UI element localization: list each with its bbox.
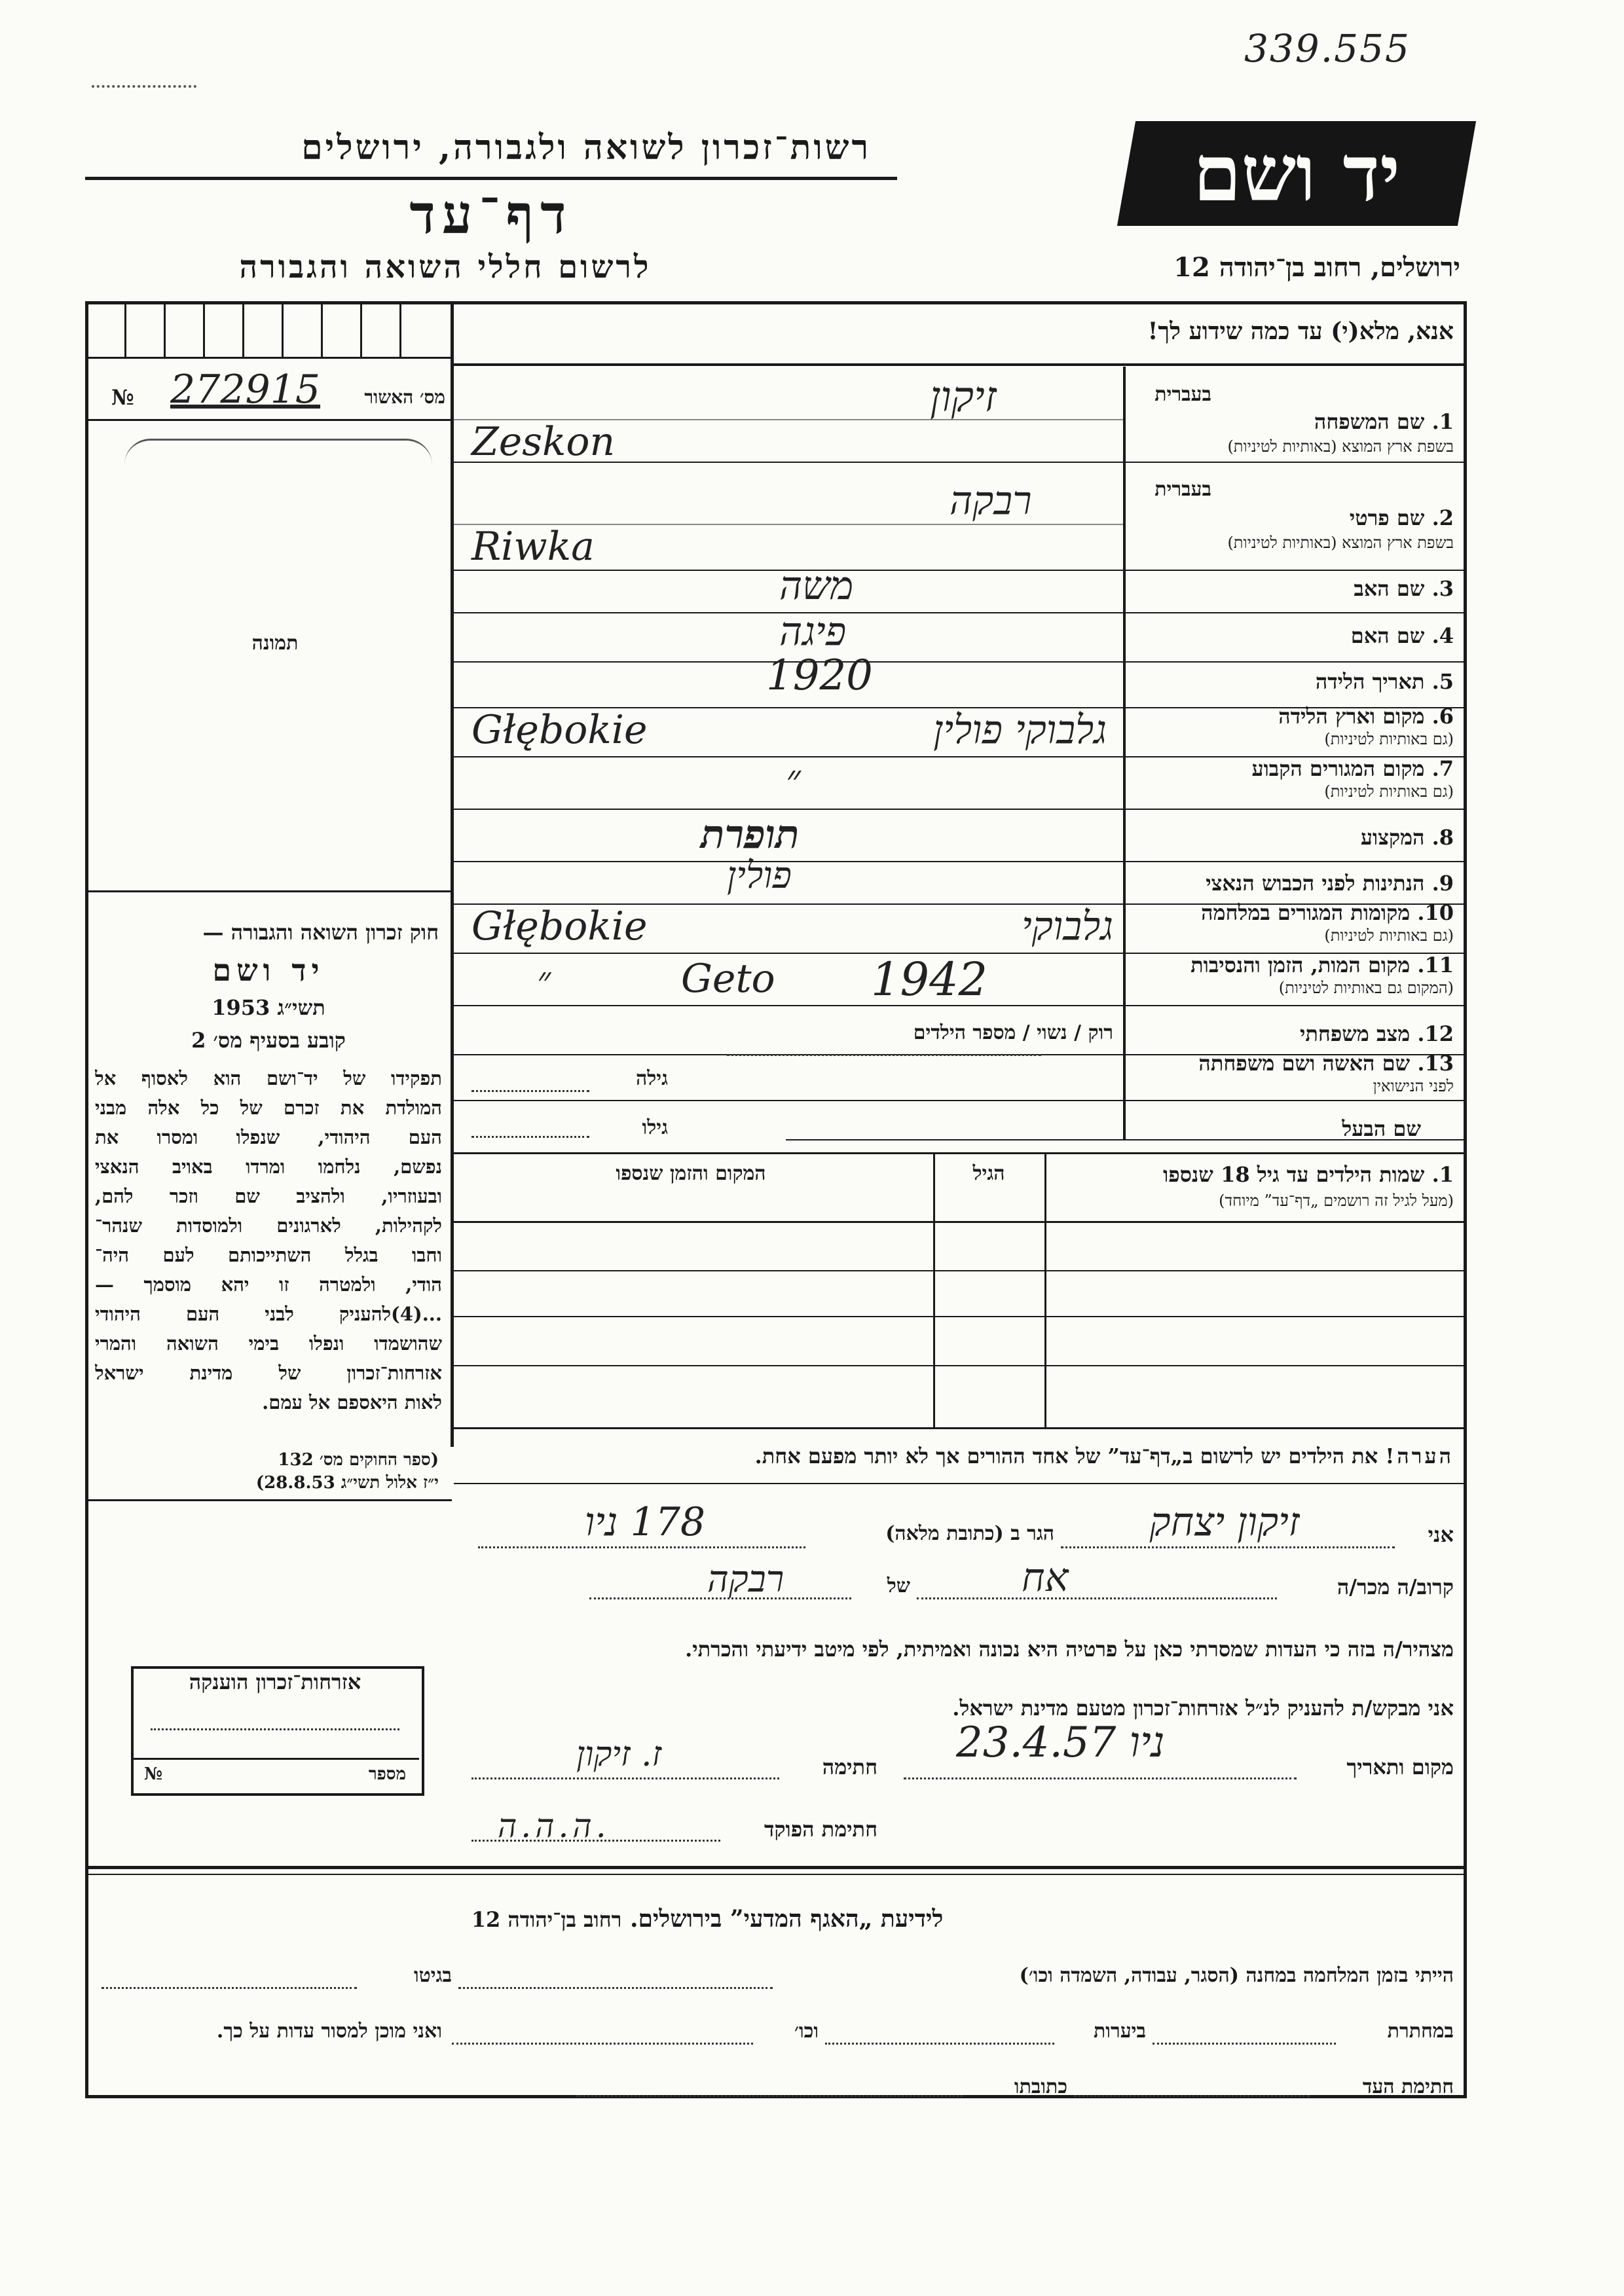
bottom-address: רחוב בן־יהודה 12 <box>471 1907 622 1932</box>
law-text-line: נפשם, נלחמו ומרדו באויב הנאצי <box>95 1156 442 1178</box>
bottom-line3-b: כתובתו <box>1014 2075 1067 2098</box>
witness-signature: ז. זיקון <box>576 1735 662 1774</box>
field-9-label: 9. הנתינות לפני הכבוש הנאצי <box>1206 871 1454 896</box>
field-10-label: 10. מקומות המגורים במלחמה <box>1201 900 1454 925</box>
law-text-line: המולדת את זכרם של כל אלה מבני <box>95 1097 442 1119</box>
relative-label: קרוב/ה מכר/ה <box>1337 1575 1454 1599</box>
death-place: ״ <box>537 959 551 1002</box>
note-line <box>458 1444 1454 1468</box>
form-subtitle: לרשום חללי השואה והגבורה <box>239 249 652 285</box>
bottom-divider-2 <box>88 1874 1464 1875</box>
death-year: 1942 <box>871 953 988 1006</box>
surname-latin: Zeskon <box>471 419 616 465</box>
of-name: רבקה <box>707 1558 784 1601</box>
field-10-sub: (גם באותיות לטיניות) <box>1324 926 1454 945</box>
field-5-label: 5. תאריך הלידה <box>1315 669 1454 694</box>
field-3-label: 3. שם האב <box>1354 576 1454 601</box>
law-text-line: העם היהודי, שנפלו ומסרו את <box>95 1126 442 1148</box>
children-names-sub: (מעל לגיל זה רושמים „דף־עד” מיוחד) <box>1219 1192 1454 1210</box>
place-date: 23.4.57 ניו <box>956 1719 1165 1767</box>
shel-label: של <box>887 1575 910 1597</box>
field-13-label: 13. שם האשה ושם משפחתה <box>1198 1051 1454 1076</box>
children-age-header: הגיל <box>972 1162 1005 1185</box>
law-text <box>95 1064 442 1417</box>
official-signature-label: חתימת הפוקד <box>764 1817 877 1842</box>
field-13-sub: לפני הנישואין <box>1373 1077 1454 1095</box>
approval-no-symbol: № <box>111 385 134 410</box>
law-text-line: הודי, ולמטרה זו יהא מוסמך — <box>95 1273 442 1296</box>
signature-label: חתימה <box>822 1755 877 1779</box>
law-year: 1953 <box>212 995 270 1020</box>
husband-age-label: גילו <box>642 1116 668 1139</box>
law-text-line: לקהילות, לארגונים ולמוסדות שנהר־ <box>95 1214 442 1237</box>
field-8-label: 8. המקצוע <box>1360 825 1454 850</box>
field-2-sub: בשפת ארץ המוצא (באותיות לטיניות) <box>1227 534 1454 552</box>
first-name-latin: Riwka <box>471 524 595 570</box>
bottom-line1-a: הייתי בזמן המלחמה במחנה (הסגר, עבודה, השמדה וכו׳) <box>1019 1964 1454 1987</box>
heb-label-1: בעברית <box>1154 383 1211 406</box>
heb-label-2: בעברית <box>1154 478 1211 501</box>
form-title: דף־עד <box>409 183 573 246</box>
approval-label: מס׳ האשור <box>364 386 445 408</box>
law-text-line: ...(4)להעניק לבני העם היהודי <box>95 1303 442 1325</box>
children-col-1 <box>1044 1152 1046 1427</box>
field-7-sub: (גם באותיות לטיניות) <box>1324 782 1454 801</box>
law-year-heb: תשי״ג <box>277 995 325 1020</box>
law-source-1: (ספר החוקים מס׳ 132 <box>278 1450 439 1470</box>
instruction-rule <box>452 363 1464 366</box>
death-circumstance: Geto <box>681 956 775 1002</box>
law-source-2: י״ז אלול תשי״ג 28.8.53) <box>255 1473 439 1493</box>
witness-name: זיקון יצחק <box>1149 1499 1300 1545</box>
law-text-line: לאות היאספם אל עמם. <box>262 1391 442 1413</box>
bottom-line2-c: וכו׳ <box>794 2020 819 2043</box>
instruction-text: אנא, מלא(י) עד כמה שידוע לך! <box>1147 318 1454 345</box>
law-text-line: ובעוזריו, ולהציב שם וזכר להם, <box>95 1185 442 1207</box>
note-label: הערה! <box>1385 1444 1454 1468</box>
field-1-label: 1. שם המשפחה <box>1314 409 1454 434</box>
bottom-title: לידיעת „האגף המדעי” בירושלים. <box>629 1905 944 1933</box>
mother-name: פיגה <box>779 609 847 655</box>
law-year-line <box>98 995 439 1020</box>
witness-address: 178 ניו <box>584 1499 706 1545</box>
field-12-label: 12. מצב משפחתי <box>1300 1021 1454 1046</box>
citizenship-before: פולין <box>727 854 792 897</box>
request: אני מבקש/ת להעניק לנ״ל אזרחות־זכרון מטעם מדינת ישראל. <box>952 1696 1454 1721</box>
surname-hebrew: זיקון <box>930 373 997 422</box>
declaration: מצהיר/ה בזה כי העדות שמסרתי כאן על פרטיה היא נכונה ואמיתית, לפי מיטב ידיעתי והכרתי. <box>685 1637 1454 1662</box>
top-scribble <box>92 85 196 94</box>
field-6-sub: (גם באותיות לטיניות) <box>1324 730 1454 748</box>
field-1-sub: בשפת ארץ המוצא (באותיות לטיניות) <box>1227 437 1454 456</box>
law-text-line: אזרחות־זכרון של מדינת ישראל <box>95 1362 442 1384</box>
birth-date: 1920 <box>766 651 873 700</box>
wartime-residence-hebrew: גלבוקי <box>1022 903 1113 949</box>
law-heading: חוק זכרון השואה והגבורה — <box>202 920 439 945</box>
father-name: משה <box>779 563 854 609</box>
logo-text: יד ושם <box>1192 128 1401 219</box>
note-text: את הילדים יש לרשום ב„דף־עד” של אחד ההורים אך לא יותר מפעם אחת. <box>754 1444 1378 1468</box>
authority-name: רשות־זכרון לשואה ולגבורה, ירושלים <box>301 128 871 168</box>
bottom-line3-a: חתימת העד <box>1362 2075 1454 2098</box>
archive-number: 339.555 <box>1244 26 1411 71</box>
witness-ani: אני <box>1428 1522 1454 1547</box>
field-7-label: 7. מקום המגורים הקבוע <box>1251 756 1454 781</box>
citizenship-title: אזרחות־זכרון הוענקה <box>189 1669 361 1694</box>
law-text-line: שהושמדו ונפלו בימי השואה והמרי <box>95 1332 442 1355</box>
residence: ״ <box>786 756 801 802</box>
marital-options: רוק / נשוי / מספר הילדים <box>913 1021 1113 1044</box>
yad-vashem-logo <box>1117 121 1476 226</box>
tick-strip-bottom <box>88 357 452 359</box>
bottom-line2-b: ביערות <box>1093 2020 1146 2043</box>
bottom-line2-a: במחתרת <box>1387 2020 1454 2043</box>
bottom-divider-1 <box>88 1866 1464 1869</box>
photo-label: תמונה <box>251 632 299 655</box>
law-name: יד ושם <box>212 953 325 988</box>
bottom-line1-b: בגיטו <box>413 1964 452 1987</box>
husband-label: שם הבעל <box>1342 1116 1421 1141</box>
children-col-2 <box>933 1152 935 1427</box>
citizenship-number-label: מספר <box>368 1764 406 1784</box>
children-place-header: המקום והזמן שנספו <box>616 1162 766 1185</box>
wife-age-label: גילה <box>635 1067 668 1090</box>
law-clause: קובע בסעיף מס׳ 2 <box>191 1028 346 1053</box>
first-name-hebrew: רבקה <box>950 478 1032 524</box>
official-signature: ה.ה.ה. <box>498 1807 610 1845</box>
bottom-line2-d: ואני מוכן למסור עדות על כך. <box>216 2020 442 2043</box>
citizenship-no: № <box>144 1764 163 1784</box>
relation: אח <box>1022 1555 1069 1601</box>
law-text-line: וחבו בגלל השתייכותם לעם היה־ <box>95 1244 442 1266</box>
law-text-line: תפקידו של יד־ושם הוא לאסוף אל <box>95 1067 442 1089</box>
header-address: ירושלים, רחוב בן־יהודה 12 <box>1173 252 1460 283</box>
field-11-sub: (המקום גם באותיות לטיניות) <box>1278 979 1454 997</box>
profession: תופרת <box>701 812 800 858</box>
birthplace-hebrew: גלבוקי פולין <box>933 707 1107 753</box>
children-names-header: 1. שמות הילדים עד גיל 18 שנספו <box>1163 1162 1454 1187</box>
field-4-label: 4. שם האם <box>1350 623 1454 648</box>
bottom-title-line <box>196 1905 1218 1933</box>
birthplace-latin: Głębokie <box>471 707 648 753</box>
label-column-border <box>1123 367 1126 1139</box>
wartime-residence-latin: Głębokie <box>471 903 648 949</box>
left-column-border <box>451 304 454 1447</box>
header-rule <box>85 177 897 180</box>
witness-lives-label: הגר ב (כתובת מלאה) <box>885 1522 1054 1545</box>
field-6-label: 6. מקום וארץ הלידה <box>1278 704 1454 729</box>
place-date-label: מקום ותאריך <box>1346 1755 1454 1779</box>
approval-number: 272915 <box>170 367 321 412</box>
field-2-label: 2. שם פרטי <box>1349 505 1454 530</box>
field-11-label: 11. מקום המות, הזמן והנסיבות <box>1190 953 1454 977</box>
